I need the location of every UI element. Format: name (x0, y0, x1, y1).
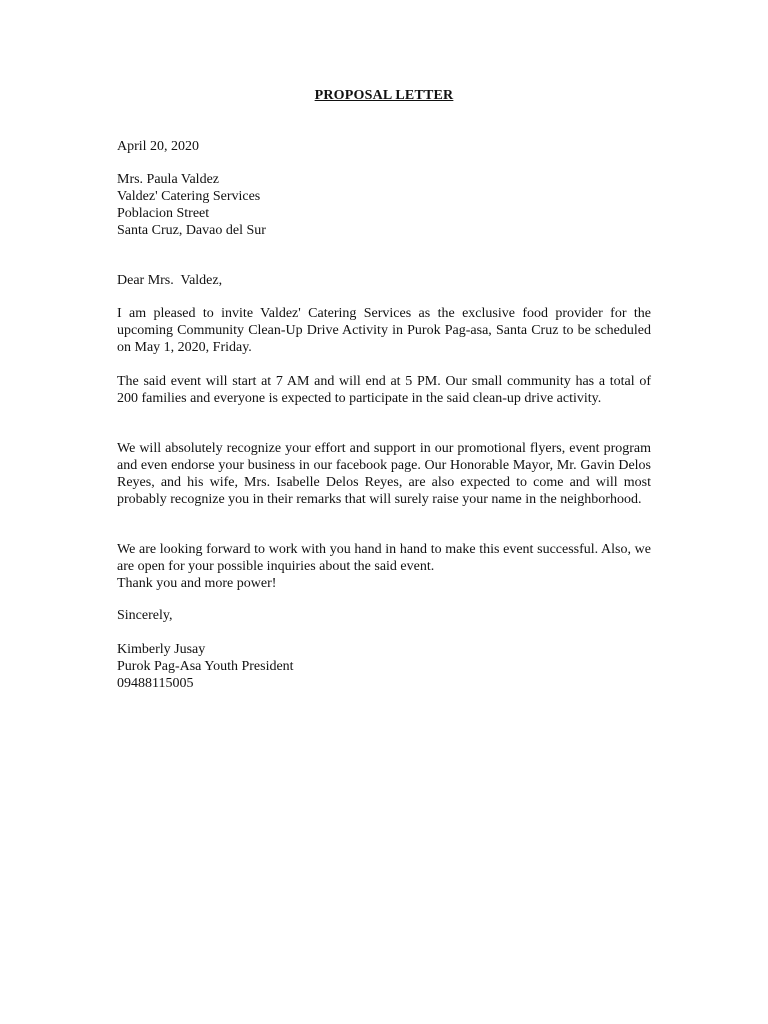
closing-remarks-text: We are looking forward to work with you hand in hand to make this event successful. Also, we are open for your possible inquiries about the said event. (117, 542, 651, 574)
signer-name: Kimberly Jusay (117, 642, 206, 657)
paragraph-event-details: The said event will start at 7 AM and will end at 5 PM. Our small community has a total of 200 families and everyone is expected to participate in the said clean-up drive activity. (117, 374, 651, 406)
date-text: April 20, 2020 (117, 139, 200, 154)
letter-title: PROPOSAL LETTER (314, 88, 454, 103)
paragraph-closing-remarks (117, 541, 651, 592)
recipient-name: Mrs. Paula Valdez (117, 172, 219, 187)
signer-phone: 09488115005 (117, 676, 194, 691)
recipient-city: Santa Cruz, Davao del Sur (117, 223, 266, 238)
salutation (117, 272, 651, 289)
thanks-text: Thank you and more power! (117, 576, 277, 591)
recipient-address (117, 171, 651, 239)
signature-block (117, 641, 651, 692)
closing-text: Sincerely, (117, 608, 173, 623)
recipient-street: Poblacion Street (117, 206, 210, 221)
salutation-text: Dear Mrs. Valdez, (117, 273, 223, 288)
paragraph-recognition: We will absolutely recognize your effort and support in our promotional flyers, event program and even endorse your business in our facebook page. Our Honorable Mayor, Mr. Gavin Delos Reyes, and his wife, Mrs. Isabelle Delos Reyes, are also expected to come and will most probably recognize you in their remarks that will surely raise your name in the neighborhood. (117, 441, 651, 507)
closing (117, 607, 651, 624)
paragraph-invitation: I am pleased to invite Valdez' Catering Services as the exclusive food provider for the upcoming Community Clean-Up Drive Activity in Purok Pag-asa, Santa Cruz to be scheduled on May 1, 2020, Friday. (117, 306, 651, 355)
letter-date (117, 138, 651, 155)
signer-position: Purok Pag-Asa Youth President (117, 659, 294, 674)
recipient-company: Valdez' Catering Services (117, 189, 261, 204)
